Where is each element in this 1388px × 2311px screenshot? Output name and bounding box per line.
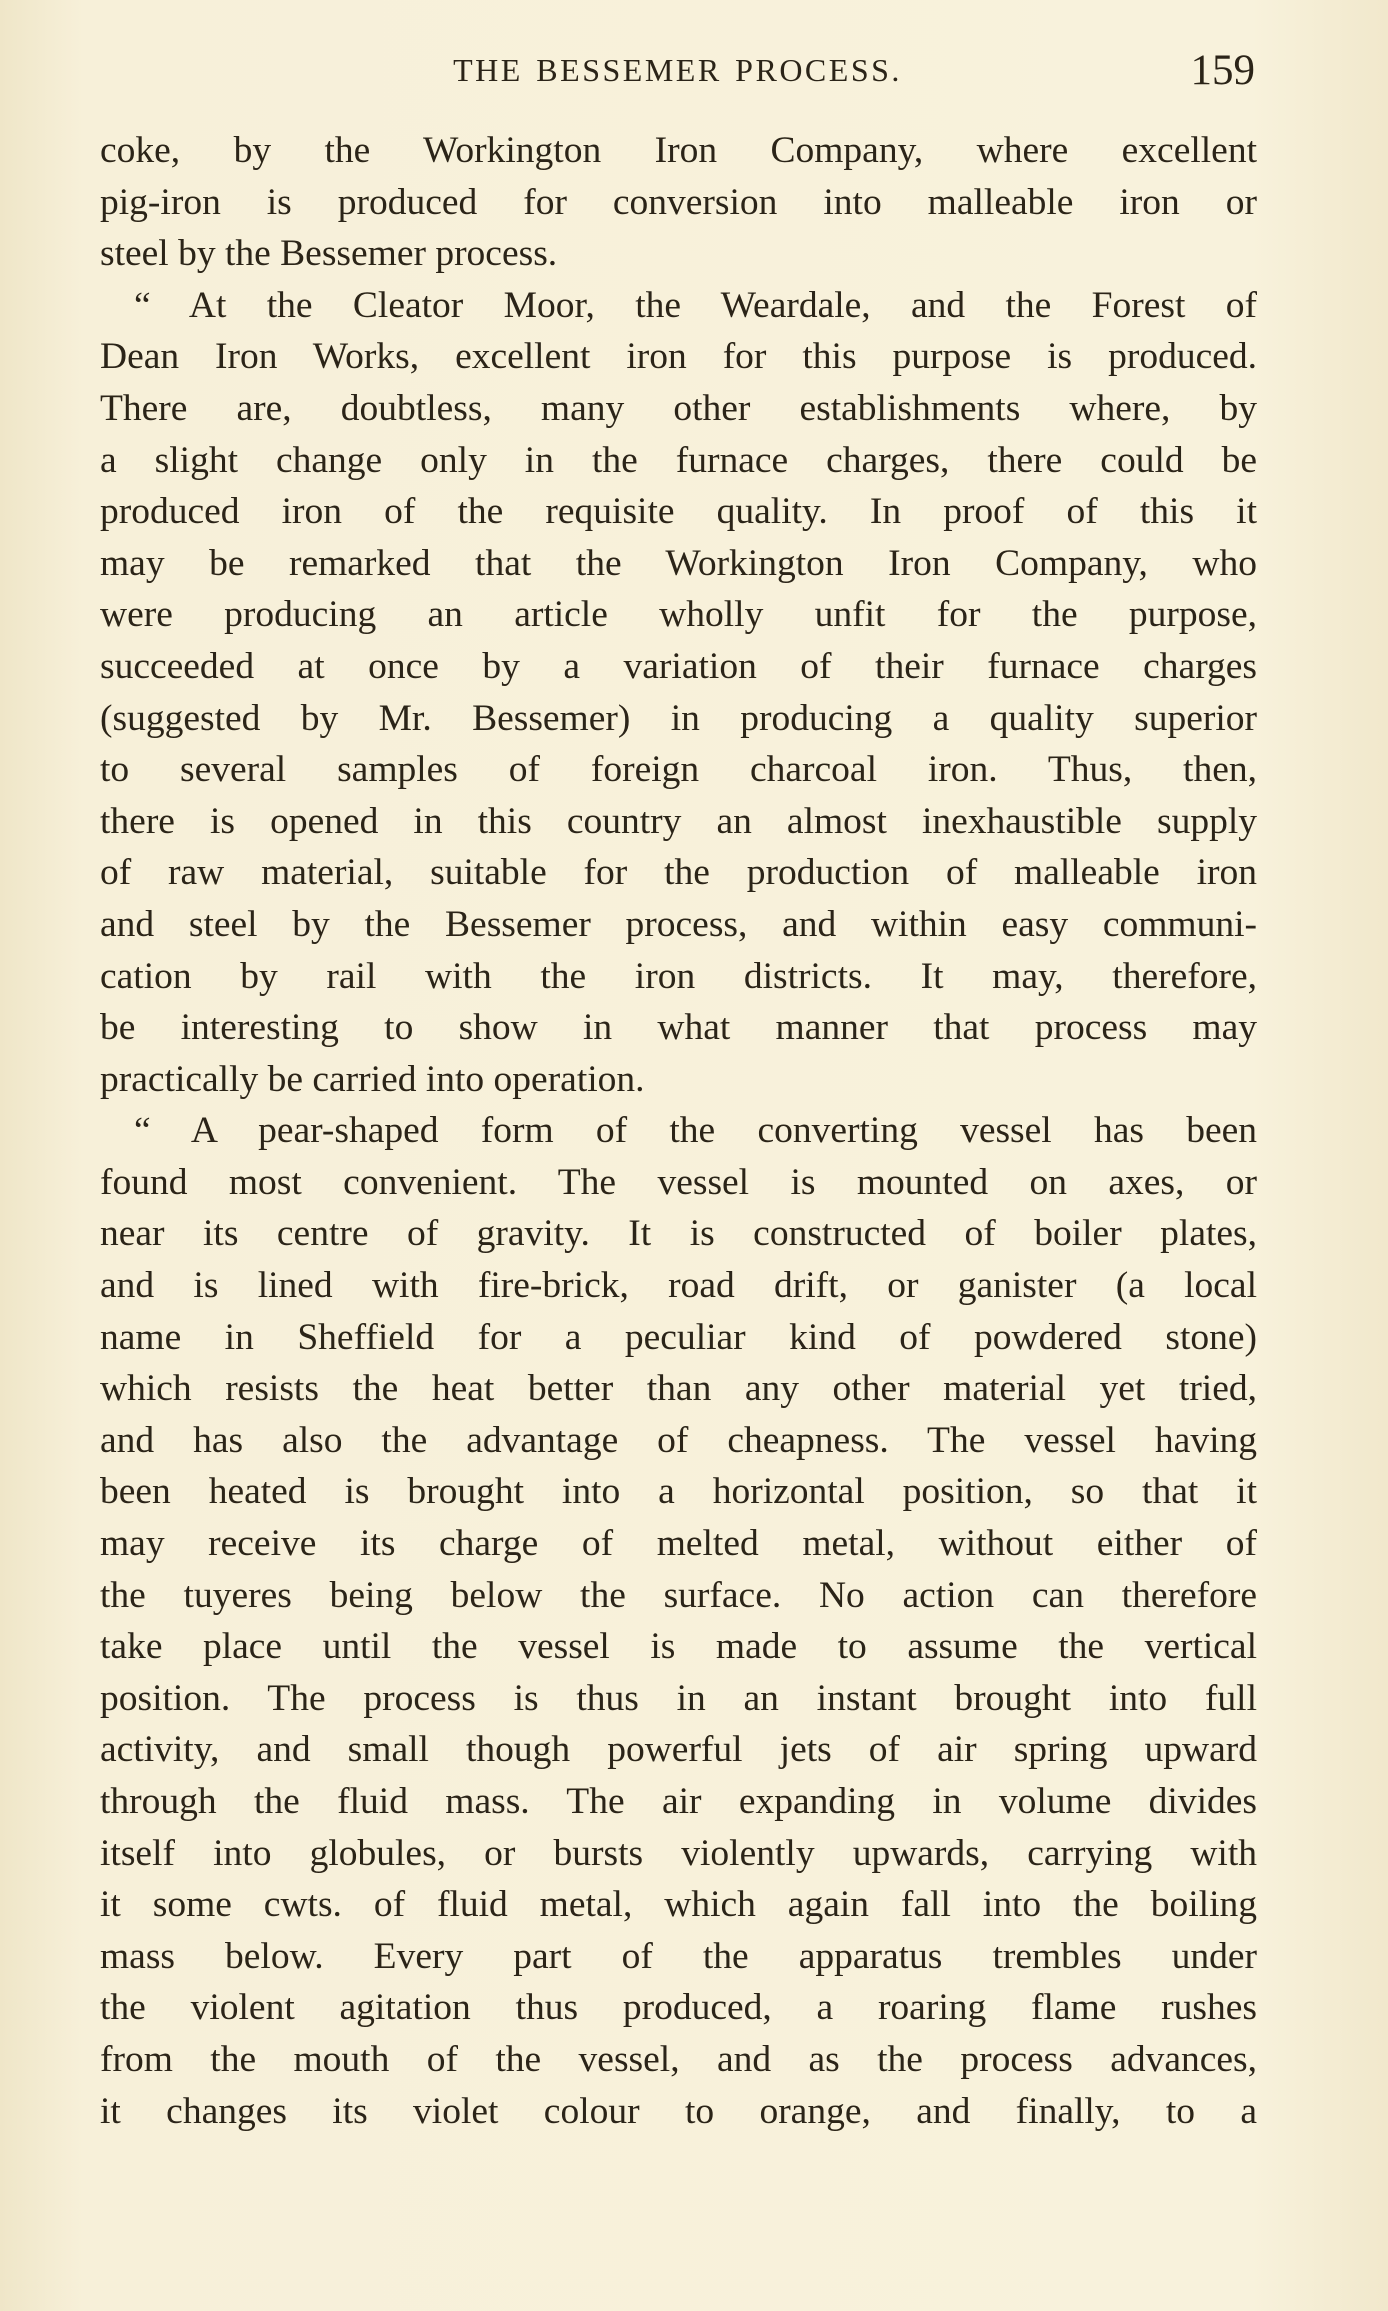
text-line: pig-iron is produced for conversion into malleable iron or — [100, 181, 1257, 223]
text-line: found most convenient. The vessel is mounted on axes, or — [100, 1161, 1257, 1203]
text-line: mass below. Every part of the apparatus trembles under — [100, 1935, 1257, 1977]
text-line: (suggested by Mr. Bessemer) in producing a quality superior — [100, 697, 1257, 739]
text-line: which resists the heat better than any other material yet tried, — [100, 1368, 1257, 1410]
text-line: near its centre of gravity. It is constructed of boiler plates, — [100, 1213, 1257, 1255]
text-line: name in Sheffield for a peculiar kind of powdered stone) — [100, 1316, 1257, 1358]
text-line: it some cwts. of fluid metal, which again fall into the boiling — [100, 1884, 1257, 1926]
text-line: and steel by the Bessemer process, and within easy communi- — [100, 903, 1257, 945]
text-line: and is lined with fire-brick, road drift, or ganister (a local — [100, 1265, 1257, 1307]
text-line: through the fluid mass. The air expanding in volume divides — [100, 1781, 1257, 1822]
text-line: may be remarked that the Workington Iron Company, who — [100, 542, 1257, 584]
text-line: the tuyeres being below the surface. No action can therefore — [100, 1574, 1257, 1616]
running-title: THE BESSEMER PROCESS. — [453, 52, 902, 88]
text-line: been heated is brought into a horizontal position, so that it — [100, 1471, 1257, 1513]
text-line: “ A pear-shaped form of the converting vessel has been — [134, 1110, 1257, 1152]
text-line: take place until the vessel is made to assume the vertical — [100, 1626, 1257, 1668]
text-line: it changes its violet colour to orange, and finally, to a — [100, 2090, 1257, 2132]
text-line: practically be carried into operation. — [100, 1058, 645, 1100]
text-line: of raw material, suitable for the production of malleable iron — [100, 852, 1257, 894]
text-line: itself into globules, or bursts violently upwards, carrying with — [100, 1832, 1257, 1874]
text-line: “ At the Cleator Moor, the Weardale, and the Forest of — [134, 284, 1257, 326]
text-line: there is opened in this country an almost inexhaustible supply — [100, 800, 1257, 842]
text-line: cation by rail with the iron districts. It may, therefore, — [100, 955, 1257, 997]
text-line: and has also the advantage of cheapness. The vessel having — [100, 1419, 1257, 1461]
text-line: activity, and small though powerful jets of air spring upward — [100, 1729, 1257, 1771]
text-line: steel by the Bessemer process. — [100, 233, 558, 275]
text-line: position. The process is thus in an instant brought into full — [100, 1677, 1257, 1719]
text-line: may receive its charge of melted metal, without either of — [100, 1523, 1257, 1565]
text-line: succeeded at once by a variation of their furnace charges — [100, 645, 1257, 687]
text-line: be interesting to show in what manner that process may — [100, 1007, 1257, 1049]
text-line: to several samples of foreign charcoal iron. Thus, then, — [100, 749, 1257, 791]
text-line: the violent agitation thus produced, a roaring flame rushes — [100, 1987, 1257, 2029]
text-line: Dean Iron Works, excellent iron for this purpose is produced. — [100, 336, 1257, 378]
text-line: from the mouth of the vessel, and as the process advances, — [100, 2038, 1257, 2080]
text-line: a slight change only in the furnace charges, there could be — [100, 439, 1257, 481]
text-line: coke, by the Workington Iron Company, where excellent — [100, 130, 1257, 171]
running-head — [100, 44, 1255, 104]
text-line: were producing an article wholly unfit for the purpose, — [100, 594, 1257, 636]
text-line: There are, doubtless, many other establishments where, by — [100, 387, 1257, 429]
page-number: 159 — [1190, 47, 1255, 94]
body-text — [100, 125, 1257, 2137]
text-line: produced iron of the requisite quality. In proof of this it — [100, 491, 1257, 533]
